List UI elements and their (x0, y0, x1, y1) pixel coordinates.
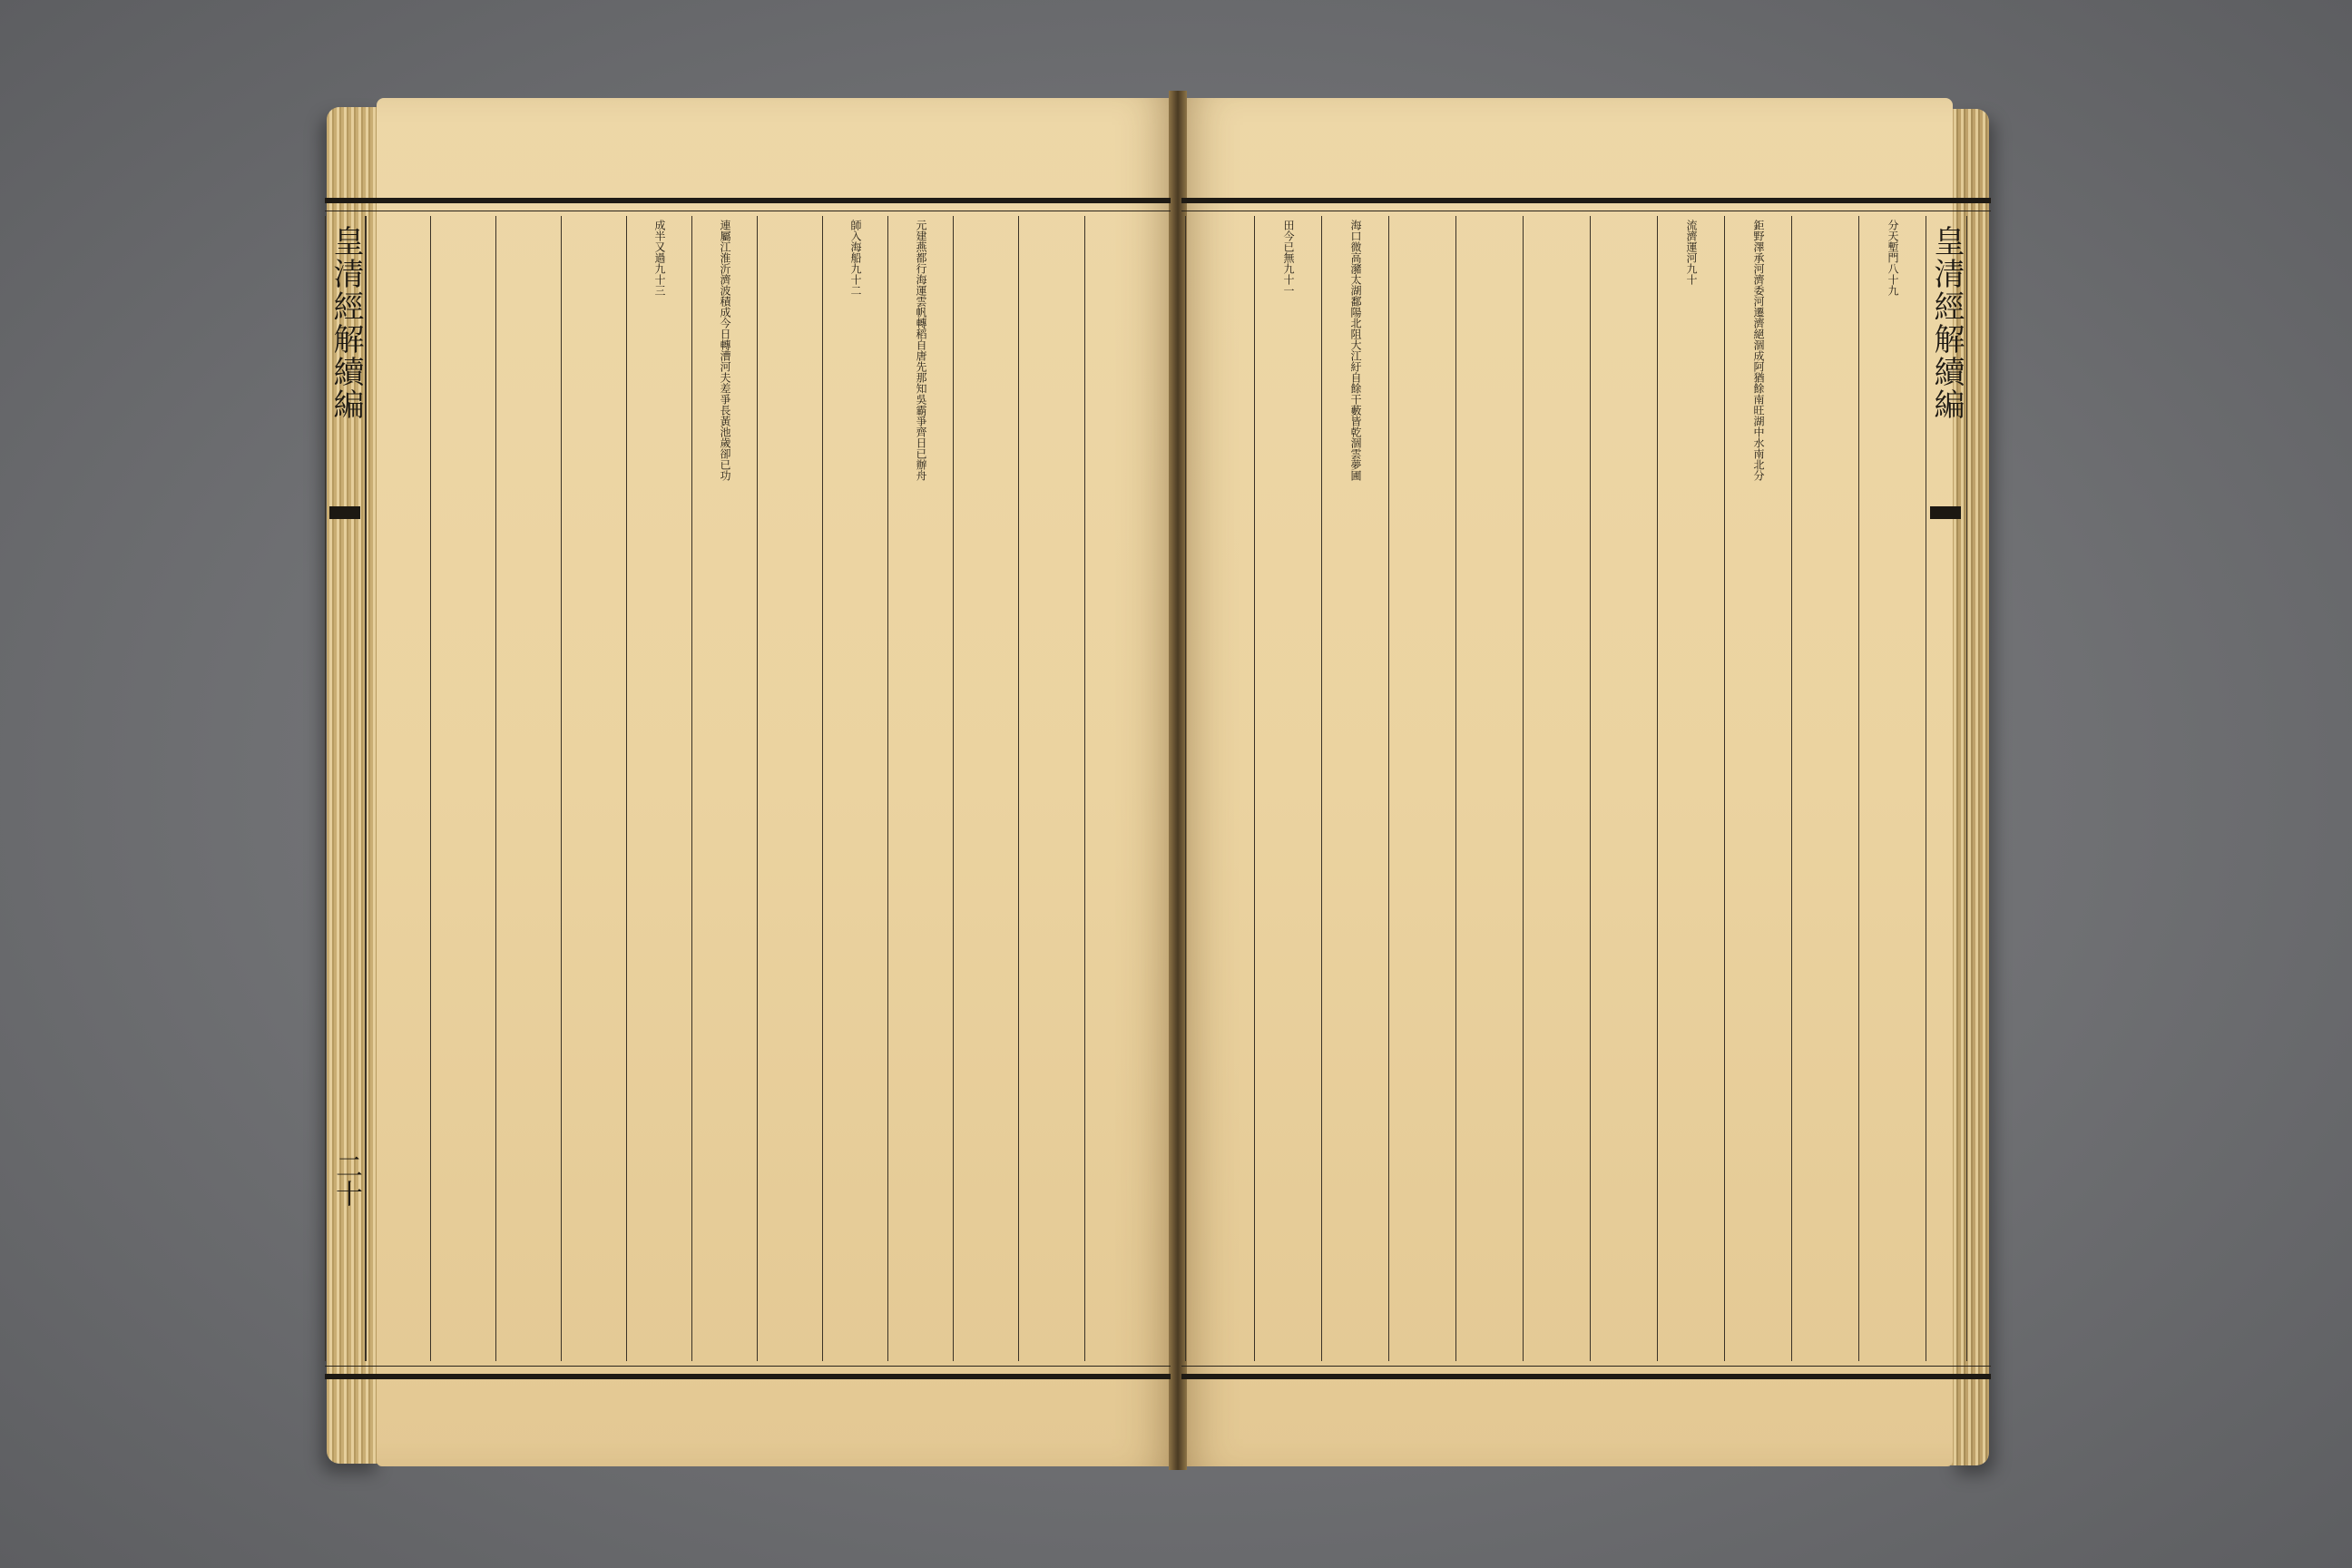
annotation-line (790, 216, 823, 1361)
annotation-line (954, 216, 986, 1361)
text-column (1388, 216, 1456, 1361)
verse-line: 海口微高瀦太湖鄱陽北阻大江紆自餘干藪皆乾涸雲夢圃 (1349, 220, 1362, 481)
annotation-line (1592, 216, 1624, 1361)
right-center-band (1926, 216, 1967, 1361)
annotation-line (496, 216, 529, 1361)
annotation-line (986, 216, 1019, 1361)
text-column (626, 216, 692, 1361)
annotation-line (562, 216, 594, 1361)
annotation-line (431, 216, 464, 1361)
text-column (691, 216, 758, 1361)
annotation-line (366, 216, 398, 1361)
annotation-line (1793, 216, 1826, 1361)
annotation-line (1490, 216, 1523, 1361)
verse-line: 師入海船九十二 (849, 220, 862, 296)
verse-line: 元建燕都行海運雲帆轉稻自唐先那知吳霸爭齊日已辦舟 (915, 220, 927, 481)
verse-line: 流濟運河九十 (1685, 220, 1698, 285)
text-column (1724, 216, 1792, 1361)
text-column (757, 216, 823, 1361)
verse-line: 連屬江淮沂濟波積成今日轉漕河夫差爭長黃池歲卻已功 (719, 220, 731, 481)
page-number: 二十 (330, 1152, 362, 1207)
annotation-line (1457, 216, 1490, 1361)
annotation-line (1390, 216, 1423, 1361)
text-column (1321, 216, 1389, 1361)
band-title: 皇清經解續編 (328, 225, 364, 421)
band-title: 皇清經解續編 (1928, 225, 1965, 421)
verse-line: 田今已無九十一 (1282, 220, 1295, 296)
annotation-line (464, 216, 496, 1361)
verse-line: 分天塹門八十九 (1886, 220, 1899, 296)
text-column (953, 216, 1019, 1361)
text-column (1455, 216, 1524, 1361)
left-print-frame (325, 198, 1171, 1379)
text-column (1858, 216, 1926, 1361)
annotation-line (1423, 216, 1455, 1361)
text-column (430, 216, 496, 1361)
verse-line: 成半又過九十三 (653, 220, 666, 296)
annotation-line (1826, 216, 1858, 1361)
text-column (1657, 216, 1725, 1361)
annotation-line (1557, 216, 1590, 1361)
annotation-line (758, 216, 790, 1361)
annotation-line (1019, 216, 1052, 1361)
annotation-line (1188, 216, 1220, 1361)
text-column (1185, 216, 1255, 1361)
text-column (1018, 216, 1085, 1361)
annotation-line (398, 216, 431, 1361)
text-column (1791, 216, 1859, 1361)
annotation-line (1624, 216, 1657, 1361)
left-center-band (325, 216, 367, 1361)
right-print-frame (1181, 198, 1991, 1379)
text-column (365, 216, 431, 1361)
text-column (822, 216, 888, 1361)
annotation-line (1052, 216, 1084, 1361)
text-column (887, 216, 954, 1361)
annotation-line (529, 216, 562, 1361)
text-column (1590, 216, 1658, 1361)
annotation-line (1220, 216, 1253, 1361)
text-column (1523, 216, 1591, 1361)
text-column (1254, 216, 1322, 1361)
annotation-line (1524, 216, 1557, 1361)
annotation-line (594, 216, 627, 1361)
verse-line: 鉅野澤承河濟委河遷濟絕涸成阿猶餘南旺湖中水南北分 (1752, 220, 1765, 481)
text-column (495, 216, 562, 1361)
fishtail-mark (329, 506, 360, 519)
fishtail-mark (1930, 506, 1961, 519)
text-column (561, 216, 627, 1361)
